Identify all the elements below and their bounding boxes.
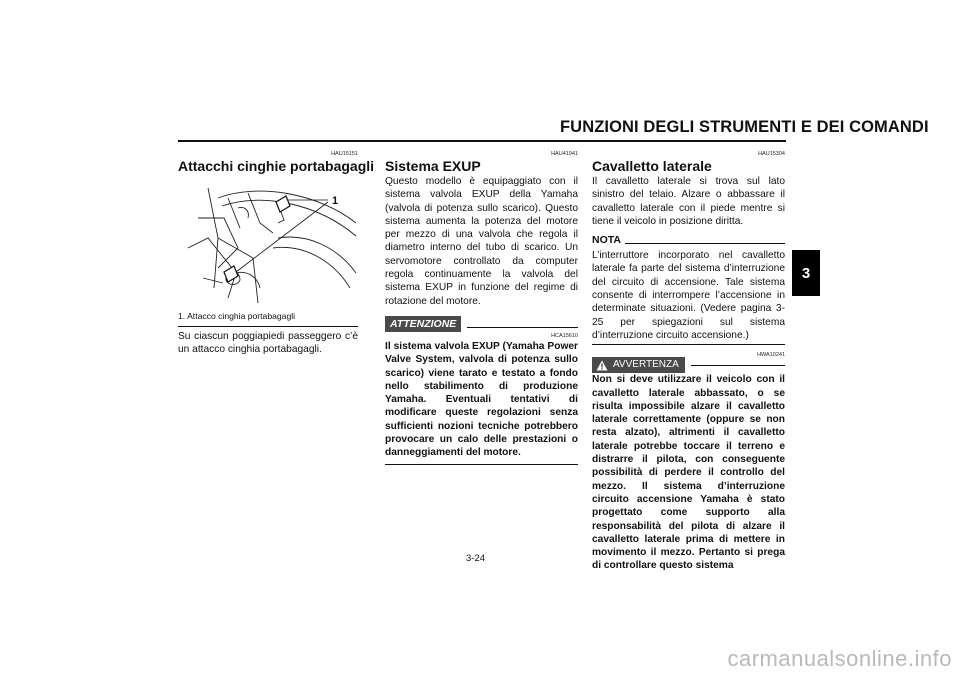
attention-end-rule xyxy=(385,464,578,465)
warning-triangle-icon xyxy=(596,360,608,371)
section-luggage-strap-holders xyxy=(178,150,375,357)
note-rule xyxy=(625,243,785,244)
section-body: Il cavalletto laterale si trova sul lato sinistro del telaio. Alzare o abbassare il cavalletto laterale con il piede mentre si tiene il veicolo in posizione diritta. xyxy=(592,176,785,227)
section-code: HAU15151 xyxy=(331,151,358,157)
site-watermark: carmanualsonline.info xyxy=(727,646,952,671)
section-title: Cavalletto laterale xyxy=(592,158,712,174)
page-number: 3-24 xyxy=(466,553,486,564)
warning-code: HWA10241 xyxy=(757,352,785,359)
warning-box xyxy=(592,357,685,373)
section-sidestand xyxy=(592,150,785,573)
attention-header xyxy=(385,316,578,332)
warning-header xyxy=(592,357,785,373)
section-code: HAU15304 xyxy=(758,151,785,157)
figure-caption: 1. Attacco cinghia portabagagli xyxy=(178,311,296,321)
note-header xyxy=(592,234,785,246)
note-label: NOTA xyxy=(592,234,621,247)
attention-rule xyxy=(467,327,578,328)
warning-text: Non si deve utilizzare il veicolo con il cavalletto laterale abbassato, o se risulta impossibile alzare il cavalletto laterale correttamente (oppure se non resta alzato), altrimenti il cavalletto laterale potrebbe toccare il terreno e distrarre il pilota, con conseguente possibilità di perdere il controllo del mezzo. Il sistema d’interruzione circuito accensione Yamaha è stato progettato come supporto alla responsabilità del pilota di alzare il cavalletto laterale prima di mettere in movimento il mezzo. Pertanto si prega di controllare questo sistema xyxy=(592,374,785,572)
header-rule xyxy=(178,140,786,142)
warning-rule xyxy=(691,365,785,366)
figure-callout: 1 xyxy=(332,195,339,207)
warning-label: AVVERTENZA xyxy=(613,359,679,371)
luggage-strap-illustration xyxy=(178,178,358,306)
section-body: Questo modello è equipaggiato con il sistema valvola EXUP della Yamaha (valvola di potenza sullo scarico). Questo sistema aumenta la potenza del motore per mezzo di una valvola che regola il diametro interno del tubo di scarico. Un servomotore controllato da computer regola continuamente la valvola del sistema EXUP in funzione del regime di rotazione del motore. xyxy=(385,176,578,307)
note-end-rule xyxy=(592,344,785,345)
section-body: Su ciascun poggiapiedi passeggero c’è un attacco cinghia portabagagli. xyxy=(178,331,358,356)
attention-label: ATTENZIONE xyxy=(385,316,461,332)
attention-code: HCA15610 xyxy=(551,332,578,339)
chapter-tab[interactable]: 3 xyxy=(792,250,820,296)
note-text: L’interruttore incorporato nel cavalletto laterale fa parte del sistema d’interruzione del circuito di accensione. Tale sistema consente di interrompere l’accensione in determinate situazioni. (Vedere pagina 3-25 per spiegazioni sul sistema d’interruzione circuito accensione.) xyxy=(592,250,785,341)
section-code: HAU41941 xyxy=(551,151,578,157)
attention-text: Il sistema valvola EXUP (Yamaha Power Valve System, valvola di potenza sullo scarico) viene tarato e testato a fondo nello stabilimento di produzione Yamaha. Eventuali tentativi di modificare queste regolazioni senza sufficienti nozioni tecniche potrebbero provocare un calo delle prestazioni o danneggiamenti del motore. xyxy=(385,340,578,459)
section-title: Sistema EXUP xyxy=(385,158,481,174)
motorcycle-rear-illustration xyxy=(178,178,358,306)
caption-rule xyxy=(178,326,358,327)
section-exup-system xyxy=(385,150,578,465)
section-title: Attacchi cinghie portabagagli xyxy=(178,158,375,174)
page-header-title: FUNZIONI DEGLI STRUMENTI E DEI COMANDI xyxy=(560,118,929,136)
